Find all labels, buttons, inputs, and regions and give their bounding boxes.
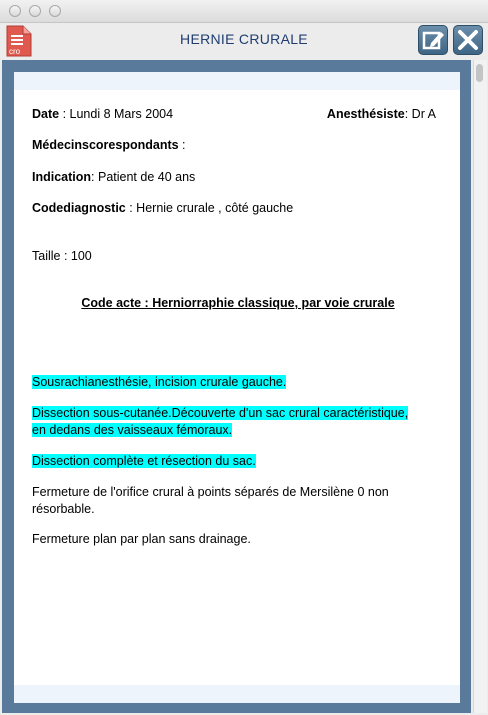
medecins-field	[32, 137, 186, 154]
anesthesiste-field	[327, 106, 436, 123]
toolbar	[0, 23, 488, 57]
taille-field: Taille : 100	[32, 249, 92, 263]
code-diagnostic-label: Codediagnostic	[32, 201, 126, 215]
page-footer-band	[14, 685, 460, 703]
paragraph-fermeture-orifice	[32, 484, 444, 518]
scrollbar-thumb[interactable]	[476, 64, 483, 82]
close-icon	[454, 26, 482, 54]
paragraph-resection	[32, 453, 444, 470]
highlighted-text: Sousrachianesthésie, incision crurale gauche.	[32, 375, 287, 389]
paragraph-dissection	[32, 405, 444, 439]
zoom-window-button[interactable]	[49, 5, 61, 17]
paragraph-line1: Fermeture de l'orifice crural à points séparés de Mersilène 0 non	[32, 485, 389, 499]
anesthesiste-label: Anesthésiste	[326, 107, 405, 121]
medecins-label: Médecinscorespondants	[32, 138, 179, 152]
indication-value: : Patient de 40 ans	[91, 170, 196, 184]
edit-button[interactable]	[418, 25, 448, 55]
date-field	[32, 106, 173, 123]
anesthesiste-value: : Dr A	[404, 107, 436, 121]
code-diagnostic-value: : Hernie crurale , côté gauche	[125, 201, 294, 215]
date-value: : Lundi 8 Mars 2004	[59, 107, 174, 121]
close-document-button[interactable]	[453, 25, 483, 55]
paragraph-fermeture-plan: Fermeture plan par plan sans drainage.	[32, 532, 251, 546]
highlighted-text-line1: Dissection sous-cutanée.Découverte d'un sac crural caractéristique,	[32, 406, 409, 420]
vertical-scrollbar[interactable]	[473, 60, 487, 713]
paragraph-line2: résorbable.	[32, 502, 95, 516]
highlighted-text-line2: en dedans des vaisseaux fémoraux.	[32, 423, 233, 437]
indication-field	[32, 169, 195, 186]
indication-label: Indication	[32, 170, 92, 184]
paragraph-anesthesia	[32, 374, 444, 391]
close-window-button[interactable]	[9, 5, 21, 17]
code-acte-heading: Code acte : Herniorraphie classique, par voie crurale	[81, 296, 395, 310]
edit-icon	[419, 26, 447, 54]
minimize-window-button[interactable]	[29, 5, 41, 17]
document-page	[14, 72, 460, 703]
date-label: Date	[32, 107, 60, 121]
page-header-band	[14, 72, 460, 90]
code-diagnostic-field	[32, 200, 293, 217]
highlighted-text: Dissection complète et résection du sac.	[32, 454, 256, 468]
medecins-value: :	[178, 138, 186, 152]
doc-icon-label: cro	[9, 47, 21, 56]
window-titlebar	[0, 0, 488, 23]
document-title: HERNIE CRURALE	[180, 31, 308, 47]
